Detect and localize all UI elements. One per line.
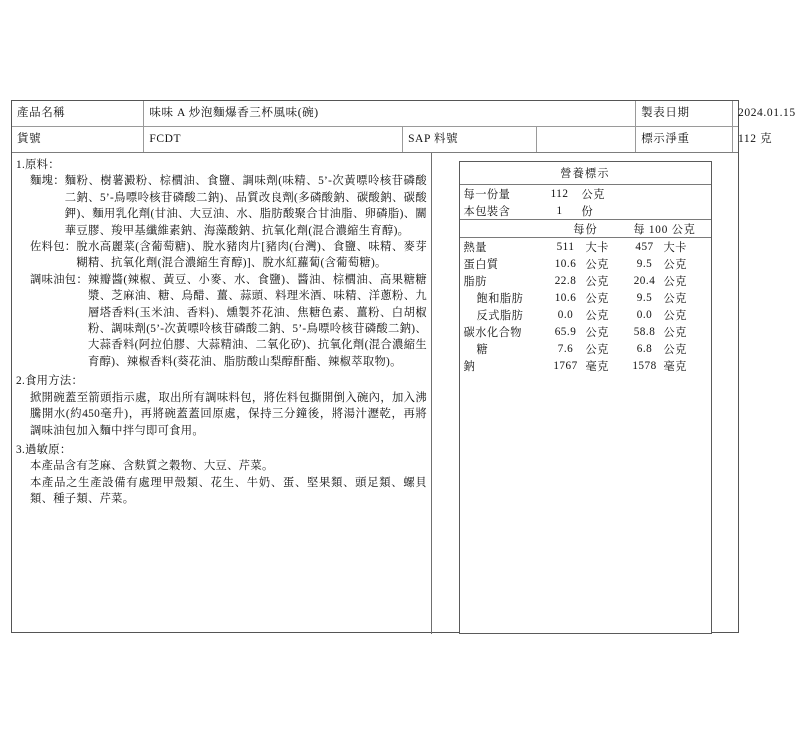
table-row <box>460 340 711 357</box>
nutrient-unit-100g: 公克 <box>663 309 687 322</box>
section-instructions <box>16 373 427 439</box>
ingredient-group-oil-text: 辣瓣醬(辣椒、黃豆、小麥、水、食鹽)、醬油、棕櫚油、高果糖糖漿、芝麻油、糖、烏醋、薑、蒜頭、料理米酒、味精、洋蔥粉、九層塔香料(玉米油、香料)、燻製芥花油、焦糖色素、薑粉、白胡椒粉、調味劑(5’-次黃嘌呤核苷磷酸二鈉、5’-鳥嘌呤核苷磷酸二鈉)、大蒜香料(阿拉伯膠、大蒜精油、二氧化矽)、抗氧化劑(混合濃縮生育醇)、辣椒香料(葵花油、脂肪酸山梨醇酐酯、辣椒萃取物)。 <box>88 273 427 368</box>
nutrient-per-serving: 511 <box>556 240 575 253</box>
nutrient-unit-serving: 公克 <box>585 275 609 288</box>
nutrient-name: 熱量 <box>463 241 487 254</box>
table-row <box>460 357 711 374</box>
section-1-number: 1. <box>16 159 26 171</box>
nutrition-column <box>432 153 738 634</box>
nutrient-unit-100g: 毫克 <box>663 360 687 373</box>
nutrient-unit-serving: 公克 <box>585 326 609 339</box>
sap-value <box>537 127 636 152</box>
table-row <box>460 272 711 289</box>
text-column <box>12 153 432 634</box>
section-3-heading: 過敏原： <box>25 443 72 456</box>
nutrient-per-100g: 1578 <box>632 359 657 372</box>
product-name-label: 產品名稱 <box>12 101 144 126</box>
header-row-product <box>12 101 796 127</box>
nutrient-name: 鈉 <box>463 360 476 373</box>
nutrient-unit-100g: 公克 <box>663 275 687 288</box>
servings-value: 1 <box>556 204 563 217</box>
nutrient-name: 飽和脂肪 <box>476 292 524 305</box>
servings-per-pack-row <box>460 202 711 220</box>
nutrient-unit-serving: 公克 <box>585 309 609 322</box>
nutrition-header-per-serving: 每份 <box>573 223 598 236</box>
nutrient-name: 蛋白質 <box>463 258 499 271</box>
section-3-number: 3. <box>16 443 26 456</box>
nutrient-per-100g: 20.4 <box>633 274 656 287</box>
nutrient-unit-serving: 公克 <box>585 292 609 305</box>
nutrient-name: 脂肪 <box>463 275 487 288</box>
header-row-item <box>12 127 773 153</box>
nutrient-per-serving: 0.0 <box>557 308 574 321</box>
nutrient-per-100g: 6.8 <box>636 342 653 355</box>
ingredient-group-sachet-text: 脫水高麗菜(含葡萄糖)、脫水豬肉片[豬肉(台灣)、食鹽、味精、麥芽糊精、抗氧化劑(混合濃縮生育醇)]、脫水紅蘿蔔(含葡萄糖)。 <box>76 241 427 270</box>
nutrition-title: 營養標示 <box>460 162 711 185</box>
nutrient-unit-serving: 毫克 <box>585 360 609 373</box>
ingredient-group-noodle-key: 麵塊： <box>30 175 65 188</box>
table-row <box>460 255 711 272</box>
ingredient-group-sachet-key: 佐料包： <box>30 241 77 254</box>
nutrient-unit-100g: 大卡 <box>663 241 687 254</box>
sap-label: SAP 料號 <box>403 127 537 152</box>
section-1-heading: 原料： <box>25 159 60 171</box>
nutrient-unit-100g: 公克 <box>663 343 687 356</box>
allergen-paragraph-2: 本產品之生產設備有處理甲殼類、花生、牛奶、蛋、堅果類、頭足類、螺貝類、種子類、芹菜。 <box>30 476 427 506</box>
ingredient-group-noodle-text: 麵粉、樹薯澱粉、棕櫚油、食鹽、調味劑(味精、5’-次黃嘌呤核苷磷酸二鈉、5’-鳥嘌呤核苷磷酸二鈉)、品質改良劑(多磷酸鈉、碳酸鈉、碳酸鉀)、麵用乳化劑(甘油、大豆油、水、脂肪酸聚合甘油脂、卵磷脂)、關華豆膠、羧甲基纖維素鈉、海藻酸鈉、抗氧化劑(混合濃縮生育醇)。 <box>64 175 427 237</box>
serving-size-value: 112 <box>550 187 569 200</box>
serving-size-unit: 公克 <box>581 188 605 201</box>
section-ingredients <box>16 157 427 370</box>
item-no-label: 貨號 <box>12 127 144 152</box>
date-value: 2024.01.15 <box>738 106 796 119</box>
nutrient-unit-serving: 大卡 <box>585 241 609 254</box>
table-row <box>460 306 711 323</box>
nutrient-per-100g: 9.5 <box>636 291 653 304</box>
table-row <box>460 238 711 255</box>
section-2-number: 2. <box>16 375 26 388</box>
section-2-title <box>16 373 427 389</box>
ingredient-group-noodle <box>30 173 427 239</box>
allergen-paragraph-1: 本產品含有芝麻、含麩質之穀物、大豆、芹菜。 <box>30 460 274 473</box>
servings-unit: 份 <box>581 205 594 218</box>
instruction-paragraph: 掀開碗蓋至箭頭指示處，取出所有調味料包，將佐料包撕開倒入碗內，加入沸騰開水(約450毫升)，再將碗蓋蓋回原處，保持三分鐘後，將湯汁瀝乾，再將調味油包加入麵中拌勻即可食用。 <box>30 391 427 437</box>
ingredient-group-oil <box>30 272 427 370</box>
product-spec-sheet <box>11 100 796 633</box>
nutrient-name: 碳水化合物 <box>463 326 522 339</box>
servings-label: 本包裝含 <box>463 205 511 218</box>
table-row <box>460 323 711 340</box>
nutrient-unit-100g: 公克 <box>663 326 687 339</box>
nutrient-per-100g: 0.0 <box>636 308 653 321</box>
serving-size-row <box>460 185 711 202</box>
nutrition-rows <box>460 238 711 374</box>
ingredient-group-oil-key: 調味油包： <box>30 273 88 286</box>
nutrient-per-100g: 9.5 <box>636 257 653 270</box>
date-label: 製表日期 <box>636 101 733 126</box>
section-1-title <box>16 157 427 173</box>
nutrition-column-headers <box>460 220 711 238</box>
section-2-heading: 食用方法： <box>25 375 84 388</box>
nutrient-per-serving: 22.8 <box>554 274 577 287</box>
nutrient-per-serving: 10.6 <box>554 291 577 304</box>
nutrient-per-serving: 10.6 <box>554 257 577 270</box>
nutrient-unit-serving: 公克 <box>585 343 609 356</box>
item-no-value: FCDT <box>144 127 403 152</box>
nutrient-per-serving: 65.9 <box>554 325 577 338</box>
body-area <box>12 153 738 634</box>
ingredient-group-sachet <box>30 239 427 272</box>
table-row <box>460 289 711 306</box>
nutrient-unit-100g: 公克 <box>663 292 687 305</box>
nutrition-header-per-100g: 每 100 公克 <box>633 223 696 236</box>
product-name-value: 味味 A 炒泡麵爆香三杯風味(碗) <box>144 101 636 126</box>
nutrient-name: 反式脂肪 <box>476 309 524 322</box>
nutrient-unit-100g: 公克 <box>663 258 687 271</box>
nutrient-per-100g: 457 <box>635 240 654 253</box>
nutrient-per-serving: 7.6 <box>557 342 574 355</box>
section-allergens <box>16 442 427 508</box>
net-weight-value: 112 克 <box>738 132 773 145</box>
section-3-title <box>16 442 427 458</box>
serving-size-label: 每一份量 <box>463 188 511 201</box>
nutrient-name: 糖 <box>476 343 489 356</box>
net-weight-label: 標示淨重 <box>636 127 733 152</box>
nutrient-per-serving: 1767 <box>553 359 578 372</box>
nutrition-table <box>459 161 712 634</box>
nutrient-per-100g: 58.8 <box>633 325 656 338</box>
nutrient-unit-serving: 公克 <box>585 258 609 271</box>
